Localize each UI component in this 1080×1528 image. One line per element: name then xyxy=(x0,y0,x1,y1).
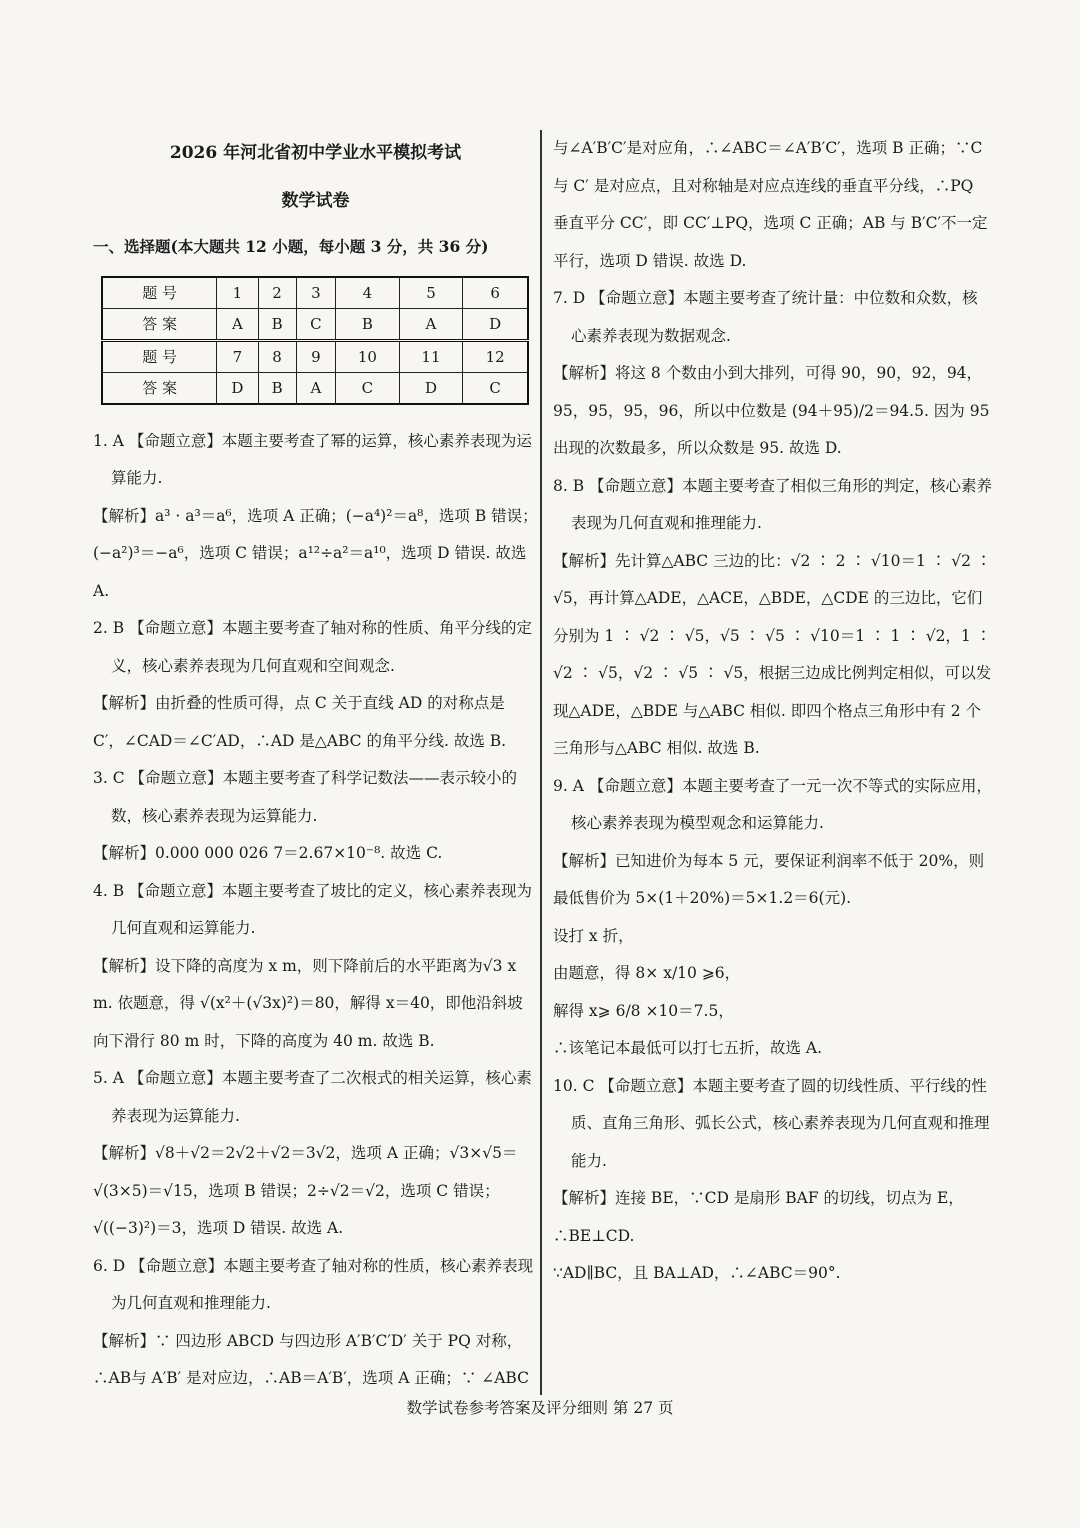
solution-paragraph: 由题意，得 8× x/10 ⩾6， xyxy=(553,964,741,982)
question-intent: 10. C 【命题立意】本题主要考查了圆的切线性质、平行线的性质、直角三角形、弧长公式，核心素养表现为几何直观和推理能力. xyxy=(553,1076,990,1170)
answer-table xyxy=(101,276,529,405)
solution-paragraph: 【解析】先计算△ABC 三边的比：√2 ∶ 2 ∶ √10＝1 ∶ √2 ∶ √5，再计算△ADE，△ACE，△BDE，△CDE 的三边比，它们分别为 1 ∶ √2 ∶ √5，√5 ∶ √5 ∶ √10＝1 ∶ 1 ∶ √2，1 ∶ √2 ∶ √5，√2 ∶ √5 ∶ √5，根据三边成比例判定相似，可以发现△ADE，△BDE 与△ABC 相似. 即四个格点三角形中有 2 个三角形与△ABC 相似. 故选 B. xyxy=(553,551,992,757)
row-label: 答 案 xyxy=(102,308,217,340)
right-solutions xyxy=(553,130,993,1293)
answer-cell: B xyxy=(258,372,296,404)
question-intent: 8. B 【命题立意】本题主要考查了相似三角形的判定，核心素养表现为几何直观和推理能力. xyxy=(553,476,993,532)
left-solutions xyxy=(93,423,538,1398)
solution-paragraph: 【解析】由折叠的性质可得，点 C 关于直线 AD 的对称点是 C′，∠CAD＝∠C′AD，∴AD 是△ABC 的角平分线. 故选 B. xyxy=(93,694,507,750)
answer-cell: C xyxy=(296,308,336,340)
solution-paragraph: 设打 x 折， xyxy=(553,926,634,945)
solution-paragraph: 与∠A′B′C′是对应角，∴∠ABC＝∠A′B′C′，选项 B 正确；∵C 与 C′ 是对应点，且对称轴是对应点连线的垂直平分线，∴PQ 垂直平分 CC′，即 CC′⊥PQ，选项 C 正确；AB 与 B′C′不一定平行，选项 D 错误. 故选 D. xyxy=(553,139,988,270)
answer-cell: C xyxy=(336,372,400,404)
question-number: 6 xyxy=(463,277,528,309)
page-footer: 数学试卷参考答案及评分细则 第 27 页 xyxy=(406,1399,674,1417)
row-label: 题 号 xyxy=(102,340,217,372)
question-number: 12 xyxy=(463,340,528,372)
question-number: 5 xyxy=(399,277,463,309)
question-number: 4 xyxy=(336,277,400,309)
question-number: 7 xyxy=(217,340,258,372)
question-intent: 6. D 【命题立意】本题主要考查了轴对称的性质，核心素养表现为几何直观和推理能力. xyxy=(93,1256,534,1312)
page-title: 2026 年河北省初中学业水平模拟考试 xyxy=(169,143,462,163)
answer-table-row xyxy=(102,277,528,309)
solution-paragraph: 【解析】将这 8 个数由小到大排列，可得 90，90，92，94，95，95，95，96，所以中位数是 (94＋95)/2＝94.5. 因为 95 出现的次数最多，所以众数是 95. 故选 D. xyxy=(553,364,990,457)
question-intent: 5. A 【命题立意】本题主要考查了二次根式的相关运算，核心素养表现为运算能力. xyxy=(93,1069,532,1125)
solution-paragraph: 【解析】a³ · a³＝a⁶，选项 A 正确；(−a⁴)²＝a⁸，选项 B 错误；(−a²)³＝−a⁶，选项 C 错误；a¹²÷a²＝a¹⁰，选项 D 错误. 故选 A. xyxy=(93,506,538,600)
question-number: 8 xyxy=(258,340,296,372)
row-label: 答 案 xyxy=(102,372,217,404)
answer-cell: D xyxy=(399,372,463,404)
question-intent: 7. D 【命题立意】本题主要考查了统计量：中位数和众数，核心素养表现为数据观念. xyxy=(553,289,978,345)
question-intent: 9. A 【命题立意】本题主要考查了一元一次不等式的实际应用，核心素养表现为模型观念和运算能力. xyxy=(553,776,992,832)
solution-paragraph: ∵AD∥BC，且 BA⊥AD，∴∠ABC＝90°. xyxy=(553,1264,841,1282)
answer-table-row xyxy=(102,372,528,404)
answer-cell: A xyxy=(399,308,463,340)
row-label: 题 号 xyxy=(102,277,217,309)
question-number: 3 xyxy=(296,277,336,309)
answer-cell: C xyxy=(463,372,528,404)
question-intent: 3. C 【命题立意】本题主要考查了科学记数法——表示较小的数，核心素养表现为运算能力. xyxy=(93,769,518,825)
question-number: 11 xyxy=(399,340,463,372)
answer-cell: A xyxy=(217,308,258,340)
answer-cell: B xyxy=(336,308,400,340)
answer-cell: D xyxy=(463,308,528,340)
question-number: 10 xyxy=(336,340,400,372)
solution-paragraph: 【解析】已知进价为每本 5 元，要保证利润率不低于 20%，则最低售价为 5×(1＋20%)＝5×1.2＝6(元). xyxy=(553,851,985,907)
answer-cell: D xyxy=(217,372,258,404)
solution-paragraph: 【解析】连接 BE，∵CD 是扇形 BAF 的切线，切点为 E，∴BE⊥CD. xyxy=(553,1189,964,1245)
left-column xyxy=(93,130,538,1398)
right-column xyxy=(553,130,993,1293)
solution-paragraph: 【解析】设下降的高度为 x m，则下降前后的水平距离为√3 x m. 依题意，得 √(x²＋(√3x)²)＝80，解得 x＝40，即他沿斜坡向下滑行 80 m 时，下降的高度为 40 m. 故选 B. xyxy=(93,956,523,1050)
answer-cell: B xyxy=(258,308,296,340)
page-subtitle: 数学试卷 xyxy=(281,191,350,211)
answer-cell: A xyxy=(296,372,336,404)
solution-paragraph: 解得 x⩾ 6/8 ×10＝7.5， xyxy=(553,1001,734,1020)
column-divider xyxy=(540,130,542,1395)
question-intent: 4. B 【命题立意】本题主要考查了坡比的定义，核心素养表现为几何直观和运算能力. xyxy=(93,881,533,937)
question-intent: 1. A 【命题立意】本题主要考查了幂的运算，核心素养表现为运算能力. xyxy=(93,431,532,487)
question-number: 9 xyxy=(296,340,336,372)
solution-paragraph: ∴该笔记本最低可以打七五折，故选 A. xyxy=(553,1039,823,1057)
solution-paragraph: 【解析】∵ 四边形 ABCD 与四边形 A′B′C′D′ 关于 PQ 对称，∴AB与 A′B′ 是对应边，∴AB＝A′B′，选项 A 正确；∵ ∠ABC xyxy=(93,1331,529,1387)
question-number: 2 xyxy=(258,277,296,309)
section-heading: 一、选择题(本大题共 12 小题，每小题 3 分，共 36 分) xyxy=(93,237,489,256)
solution-paragraph: 【解析】√8＋√2＝2√2＋√2＝3√2，选项 A 正确；√3×√5＝√(3×5)＝√15，选项 B 错误；2÷√2＝√2，选项 C 错误；√((−3)²)＝3，选项 D 错误. 故选 A. xyxy=(93,1144,518,1237)
solution-paragraph: 【解析】0.000 000 026 7＝2.67×10⁻⁸. 故选 C. xyxy=(93,844,443,862)
question-intent: 2. B 【命题立意】本题主要考查了轴对称的性质、角平分线的定义，核心素养表现为几何直观和空间观念. xyxy=(93,619,533,675)
question-number: 1 xyxy=(217,277,258,309)
answer-table-row xyxy=(102,340,528,372)
answer-table-row xyxy=(102,308,528,340)
